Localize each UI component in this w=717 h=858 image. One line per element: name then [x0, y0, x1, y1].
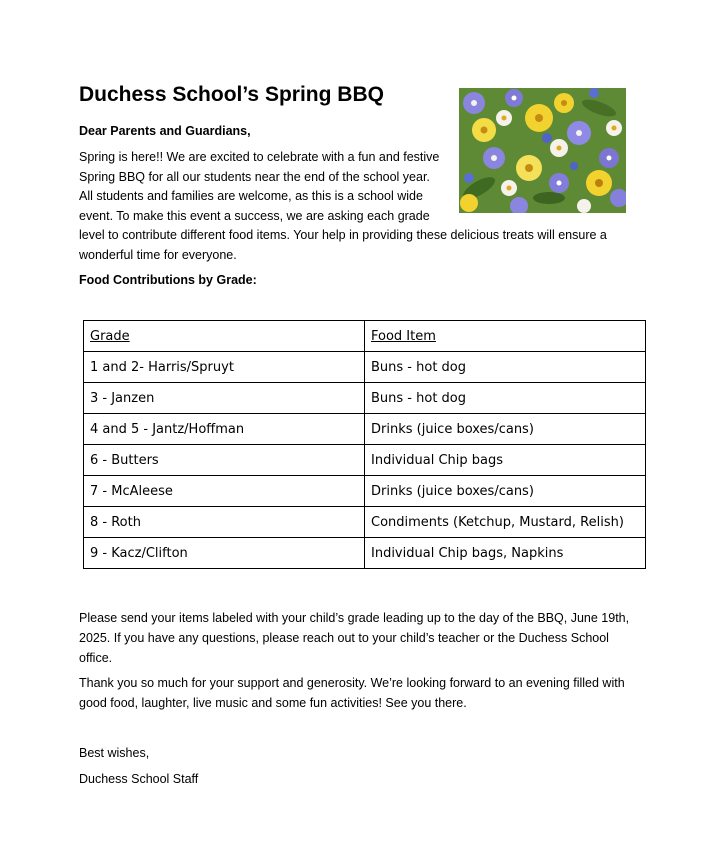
food-contributions-heading: Food Contributions by Grade: [79, 273, 257, 287]
intro-line: event. To make this event a success, we are asking each grade [79, 208, 430, 223]
grade-cell: 3 - Janzen [84, 383, 365, 414]
grade-cell: 7 - McAleese [84, 476, 365, 507]
paragraph-line: 2025. If you have any questions, please reach out to your child’s teacher or the Duchess School [79, 631, 609, 645]
table-row [84, 445, 646, 476]
intro-line: wonderful time for everyone. [79, 247, 237, 262]
table-row [84, 476, 646, 507]
table-header-row [84, 321, 646, 352]
food-item-cell: Buns - hot dog [365, 383, 646, 414]
table-row [84, 538, 646, 569]
grade-cell: 4 and 5 - Jantz/Hoffman [84, 414, 365, 445]
grade-cell: 1 and 2- Harris/Spruyt [84, 352, 365, 383]
food-item-cell: Individual Chip bags [365, 445, 646, 476]
table-row [84, 414, 646, 445]
table-row [84, 383, 646, 414]
intro-line: All students and families are welcome, as this is a school wide [79, 189, 423, 203]
intro-line: level to contribute different food items. Your help in providing these delicious treats will ensure a [79, 228, 607, 242]
intro-line: Spring is here!! We are excited to celebrate with a fun and festive [79, 150, 440, 164]
food-item-column-header: Food Item [365, 321, 646, 352]
greeting: Dear Parents and Guardians, [79, 124, 251, 138]
food-item-cell: Buns - hot dog [365, 352, 646, 383]
page-title: Duchess School’s Spring BBQ [79, 83, 384, 106]
paragraph-line: good food, laughter, live music and some fun activities! See you there. [79, 696, 467, 710]
grade-cell: 6 - Butters [84, 445, 365, 476]
grade-cell: 8 - Roth [84, 507, 365, 538]
table-row [84, 352, 646, 383]
food-item-cell: Drinks (juice boxes/cans) [365, 476, 646, 507]
thank-you-paragraph [79, 673, 649, 713]
food-item-cell: Condiments (Ketchup, Mustard, Relish) [365, 507, 646, 538]
paragraph-line: Thank you so much for your support and generosity. We’re looking forward to an evening filled with [79, 676, 625, 690]
food-contributions-table [83, 320, 646, 569]
closing-line: Best wishes, [79, 746, 150, 760]
grade-column-header: Grade [84, 321, 365, 352]
paragraph-line: Please send your items labeled with your child’s grade leading up to the day of the BBQ, June 19th, [79, 611, 630, 625]
intro-paragraph [79, 148, 639, 265]
food-item-cell: Individual Chip bags, Napkins [365, 538, 646, 569]
intro-line: Spring BBQ for all our students near the end of the school year. [79, 169, 430, 184]
signature: Duchess School Staff [79, 772, 199, 786]
instructions-paragraph [79, 608, 649, 668]
grade-cell: 9 - Kacz/Clifton [84, 538, 365, 569]
food-item-cell: Drinks (juice boxes/cans) [365, 414, 646, 445]
paragraph-line: office. [79, 651, 113, 665]
table-row [84, 507, 646, 538]
